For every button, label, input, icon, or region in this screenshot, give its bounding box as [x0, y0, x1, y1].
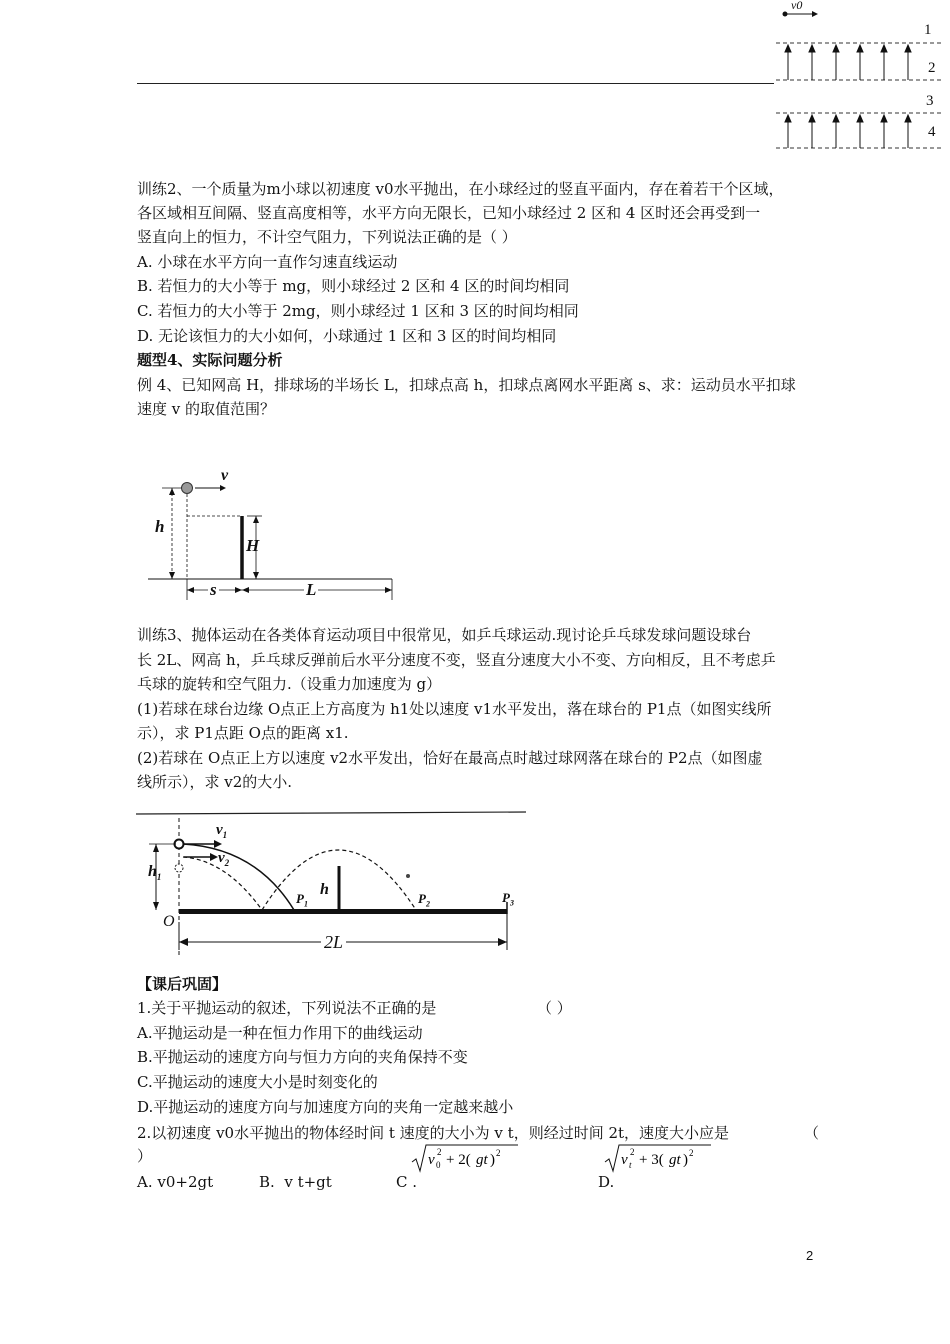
svg-text:): ): [490, 1152, 495, 1168]
svg-text:t: t: [629, 1160, 632, 1170]
svg-text:2: 2: [689, 1148, 694, 1158]
zone-label-1: 1: [924, 22, 932, 38]
svg-text:2: 2: [437, 1147, 442, 1157]
review-q1-paren: （ ）: [537, 999, 572, 1017]
train2-option-c: C. 若恒力的大小等于 2mg，则小球经过 1 区和 3 区的时间均相同: [137, 302, 579, 320]
volley-h-label: h: [155, 517, 165, 536]
pp-v1-label: $v_1$: [216, 822, 228, 840]
ball-icon: [182, 483, 193, 494]
train2-line2: 各区域相互间隔、竖直高度相等，水平方向无限长，已知小球经过 2 区和 4 区时还会再受到一: [137, 204, 761, 222]
volley-v-label: v: [221, 467, 229, 484]
svg-text:+ 3(: + 3(: [639, 1152, 664, 1168]
zone-label-2: 2: [928, 60, 936, 76]
svg-text:gt: gt: [669, 1152, 681, 1168]
train2-option-b: B. 若恒力的大小等于 mg，则小球经过 2 区和 4 区的时间均相同: [137, 277, 570, 295]
example4-line2: 速度 v 的取值范围？: [137, 400, 276, 418]
train3-q2-line2: 线所示），求 v2的大小.: [137, 773, 293, 791]
review-q2-option-d: D.: [598, 1173, 615, 1191]
volley-H-label: H: [246, 536, 260, 555]
pp-h-label: h: [320, 881, 329, 898]
zone-label-3: 3: [926, 93, 934, 109]
train2-option-d: D. 无论该恒力的大小如何，小球通过 1 区和 3 区的时间均相同: [137, 327, 557, 345]
svg-text:2: 2: [496, 1148, 501, 1158]
train3-line1: 训练3、抛体运动在各类体育运动项目中很常见，如乒乓球运动.现讨论乒乓球发球问题设球台: [137, 626, 752, 644]
train3-line2: 长 2L、网高 h，乒乓球反弹前后水平分速度不变，竖直分速度大小不变、方向相反，且不考虑乒: [137, 651, 776, 669]
review-q1-option-c: C.平抛运动的速度大小是时刻变化的: [137, 1073, 378, 1091]
review-q1: 1.关于平抛运动的叙述，下列说法不正确的是: [137, 999, 437, 1017]
formula-sqrt-d: [603, 1142, 713, 1174]
pp-P2-label: $P_2$: [418, 891, 430, 909]
svg-text:2: 2: [630, 1147, 635, 1157]
train3-q2-line1: (2)若球在 O点正上方以速度 v2水平发出，恰好在最高点时越过球网落在球台的 P2点（如图虚: [137, 749, 763, 767]
pp-P3-label: $P_3$: [502, 890, 514, 908]
train3-q1-line1: (1)若球在球台边缘 O点正上方高度为 h1处以速度 v1水平发出，落在球台的 P1点（如图实线所: [137, 700, 772, 718]
svg-text:): ): [683, 1152, 688, 1168]
type4-heading: 题型4、实际问题分析: [137, 351, 283, 369]
train3-q1-line2: 示），求 P1点距 O点的距离 x1.: [137, 724, 349, 742]
volley-L-label: L: [306, 580, 317, 599]
pp-v2-label: $v_2$: [218, 850, 230, 868]
pp-h1-label: $h_1$: [148, 863, 162, 883]
review-q2-paren-open: （: [804, 1124, 820, 1142]
review-q2-line1: 2.以初速度 v0水平抛出的物体经时间 t 速度的大小为 v t，则经过时间 2t，速度大小应是: [137, 1124, 730, 1142]
volley-s-label: s: [210, 580, 217, 599]
ball-icon: [175, 864, 183, 872]
svg-text:v: v: [621, 1152, 628, 1168]
train2-option-a: A. 小球在水平方向一直作匀速直线运动: [137, 253, 398, 271]
volleyball-figure: [140, 465, 400, 605]
review-q1-option-b: B.平抛运动的速度方向与恒力方向的夹角保持不变: [137, 1048, 468, 1066]
svg-text:gt: gt: [476, 1152, 488, 1168]
pp-2L-label: 2L: [321, 932, 346, 953]
train2-line1: 训练2、一个质量为m小球以初速度 v0水平抛出，在小球经过的竖直平面内，存在着若干个区域，: [137, 180, 784, 198]
review-q2-paren-close: ）: [137, 1147, 153, 1165]
svg-text:v: v: [428, 1152, 435, 1168]
pp-P1-label: $P_1$: [296, 891, 308, 909]
zone-label-4: 4: [928, 124, 936, 140]
svg-text:+ 2(: + 2(: [446, 1152, 471, 1168]
review-q2-option-c: C .: [396, 1173, 418, 1191]
train2-line3: 竖直向上的恒力，不计空气阻力，下列说法正确的是（ ）: [137, 228, 517, 246]
svg-text:0: 0: [436, 1160, 441, 1170]
review-q2-option-b: B. v t+gt: [259, 1173, 332, 1191]
example4-line1: 例 4、已知网高 H，排球场的半场长 L，扣球点高 h，扣球点离网水平距离 s、求：运动员水平扣球: [137, 376, 796, 394]
page-number: 2: [806, 1248, 814, 1263]
review-heading: 【课后巩固】: [137, 975, 228, 993]
v0-label: v0: [791, 0, 803, 12]
formula-sqrt-c: [410, 1142, 520, 1174]
top-rule: [137, 83, 774, 84]
review-q2-option-a: A. v0+2gt: [137, 1173, 214, 1191]
pp-O-label: O: [163, 913, 175, 930]
review-q1-option-d: D.平抛运动的速度方向与加速度方向的夹角一定越来越小: [137, 1098, 514, 1116]
train3-line3: 乓球的旋转和空气阻力.（设重力加速度为 g）: [137, 675, 442, 693]
review-q1-option-a: A.平抛运动是一种在恒力作用下的曲线运动: [137, 1024, 423, 1042]
